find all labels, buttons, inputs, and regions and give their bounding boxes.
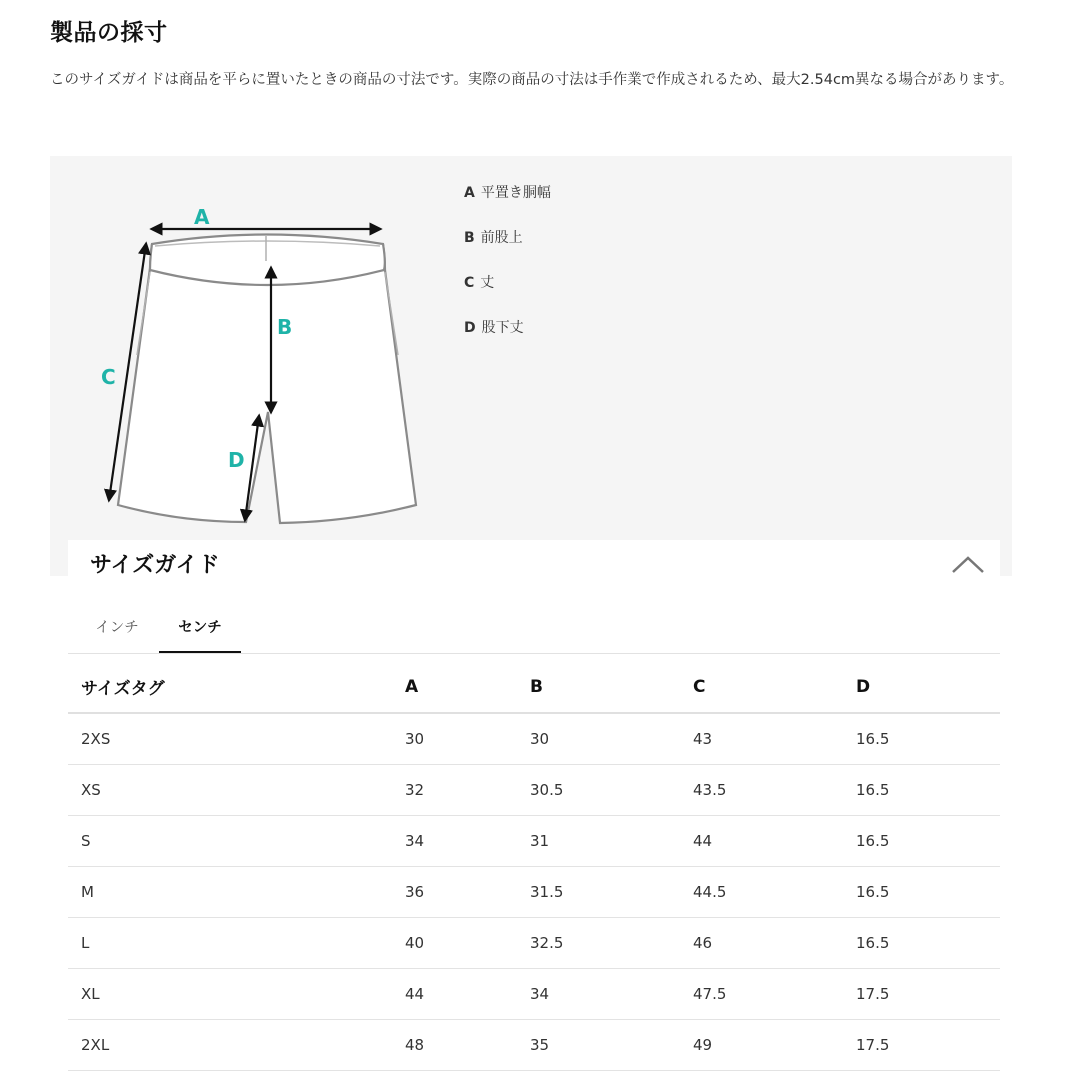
legend-item-a: A 平置き胴幅 [464, 185, 551, 201]
cell-size: M [68, 867, 405, 918]
cell-b: 32.5 [530, 918, 693, 969]
cell-size: 2XL [68, 1020, 405, 1071]
table-row [68, 969, 1000, 1020]
cell-b: 31 [530, 816, 693, 867]
header-size-tag: サイズタグ [68, 661, 405, 713]
header-b: B [530, 661, 693, 713]
unit-tabs [68, 601, 1000, 654]
cell-d: 16.5 [856, 765, 1000, 816]
cell-d: 17.5 [856, 1020, 1000, 1071]
cell-d: 17.5 [856, 969, 1000, 1020]
cell-d: 16.5 [856, 816, 1000, 867]
cell-c: 47.5 [693, 969, 856, 1020]
shorts-diagram [50, 190, 430, 540]
chevron-up-icon [948, 550, 988, 580]
cell-c: 43 [693, 713, 856, 765]
cell-c: 43.5 [693, 765, 856, 816]
size-guide-title: サイズガイド [90, 553, 220, 578]
cell-a: 48 [405, 1020, 530, 1071]
cell-d: 16.5 [856, 713, 1000, 765]
cell-a: 34 [405, 816, 530, 867]
diagram-label-a: A [194, 205, 210, 229]
cell-b: 35 [530, 1020, 693, 1071]
cell-b: 31.5 [530, 867, 693, 918]
table-row [68, 867, 1000, 918]
header-a: A [405, 661, 530, 713]
measurement-legend [464, 182, 551, 362]
cell-c: 44 [693, 816, 856, 867]
cell-b: 30.5 [530, 765, 693, 816]
collapse-button[interactable] [948, 550, 988, 580]
tab-inch[interactable]: インチ [95, 620, 139, 636]
cell-size: L [68, 918, 405, 969]
size-table [68, 661, 1000, 1071]
cell-a: 30 [405, 713, 530, 765]
legend-item-d: D 股下丈 [464, 320, 524, 336]
cell-size: 2XS [68, 713, 405, 765]
cell-size: S [68, 816, 405, 867]
tab-cm[interactable]: センチ [159, 601, 241, 653]
cell-d: 16.5 [856, 918, 1000, 969]
diagram-label-b: B [277, 315, 293, 339]
cell-b: 34 [530, 969, 693, 1020]
cell-c: 46 [693, 918, 856, 969]
table-row [68, 918, 1000, 969]
intro-text: このサイズガイドは商品を平らに置いたときの商品の寸法です。実際の商品の寸法は手作業で作成されるため、最大2.54cm異なる場合があります。 [50, 72, 1014, 88]
cell-c: 49 [693, 1020, 856, 1071]
legend-item-b: B 前股上 [464, 230, 523, 246]
page-title: 製品の採寸 [50, 20, 168, 46]
legend-item-c: C 丈 [464, 275, 495, 291]
cell-b: 30 [530, 713, 693, 765]
table-row [68, 765, 1000, 816]
table-row [68, 713, 1000, 765]
cell-a: 32 [405, 765, 530, 816]
table-row [68, 1020, 1000, 1071]
cell-c: 44.5 [693, 867, 856, 918]
header-d: D [856, 661, 1000, 713]
diagram-label-d: D [228, 448, 245, 472]
cell-a: 36 [405, 867, 530, 918]
header-c: C [693, 661, 856, 713]
table-row [68, 816, 1000, 867]
diagram-label-c: C [101, 365, 116, 389]
shorts-outline [118, 235, 416, 524]
table-header-row [68, 661, 1000, 713]
cell-size: XL [68, 969, 405, 1020]
cell-d: 16.5 [856, 867, 1000, 918]
cell-a: 40 [405, 918, 530, 969]
size-guide-header[interactable] [68, 540, 1000, 601]
cell-size: XS [68, 765, 405, 816]
cell-a: 44 [405, 969, 530, 1020]
